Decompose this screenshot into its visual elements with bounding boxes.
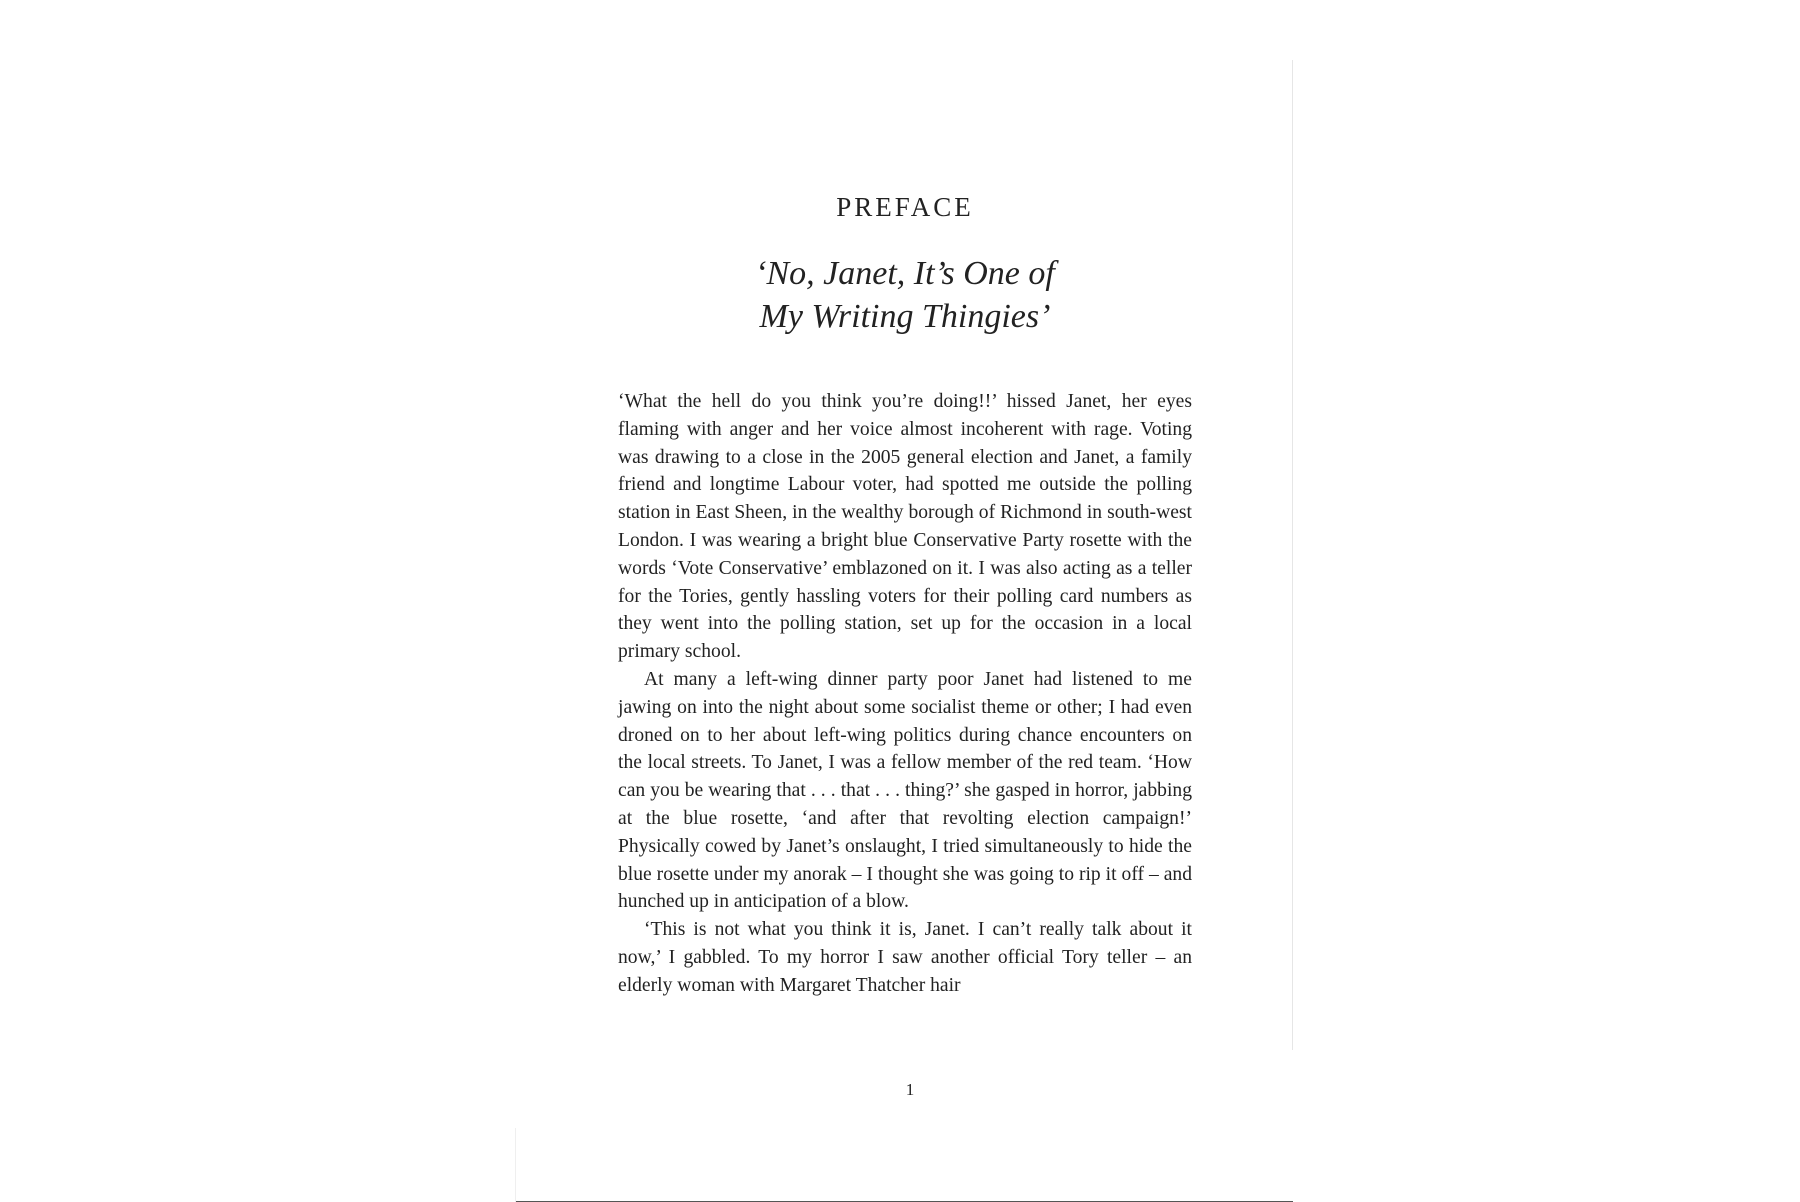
body-text: [618, 388, 1192, 1000]
chapter-heading: PREFACE: [836, 192, 974, 222]
subtitle-line-1: ‘No, Janet, It’s One of: [755, 255, 1055, 292]
paragraph-3: ‘This is not what you think it is, Janet. I can’t really talk about it now,’ I gabbled. To my horror I saw another official Tory teller – an elderly woman with Margaret Thatcher hair: [618, 919, 1192, 996]
paragraph-1: ‘What the hell do you think you’re doing!!’ hissed Janet, her eyes flaming with anger and her voice almost incoherent with rage. Voting was drawing to a close in the 2005 general election and Janet, a family friend and longtime Labour voter, had spotted me outside the polling station in East Sheen, in the wealthy borough of Richmond in south-west London. I was wearing a bright blue Conservative Party rosette with the words ‘Vote Conservative’ emblazoned on it. I was also acting as a teller for the Tories, gently hassling voters for their polling card numbers as they went into the polling station, set up for the occasion in a local primary school.: [618, 391, 1192, 663]
page-edge-bottom-left: [515, 1128, 516, 1202]
paragraph-2: At many a left-wing dinner party poor Janet had listened to me jawing on into the night about some socialist theme or other; I had even droned on to her about left-wing politics during chance encounters on the local streets. To Janet, I was a fellow member of the red team. ‘How can you be wearing that . . . that . . . thing?’ she gasped in horror, jabbing at the blue rosette, ‘and after that revolting election campaign!’ Physically cowed by Janet’s onslaught, I tried simultaneously to hide the blue rosette under my anorak – I thought she was going to rip it off – and hunched up in anticipation of a blow.: [618, 668, 1192, 913]
page-edge-right: [1292, 60, 1293, 1050]
chapter-subtitle: [620, 252, 1190, 338]
subtitle-line-2: My Writing Thingies’: [759, 298, 1051, 335]
page-number: 1: [905, 1080, 915, 1099]
